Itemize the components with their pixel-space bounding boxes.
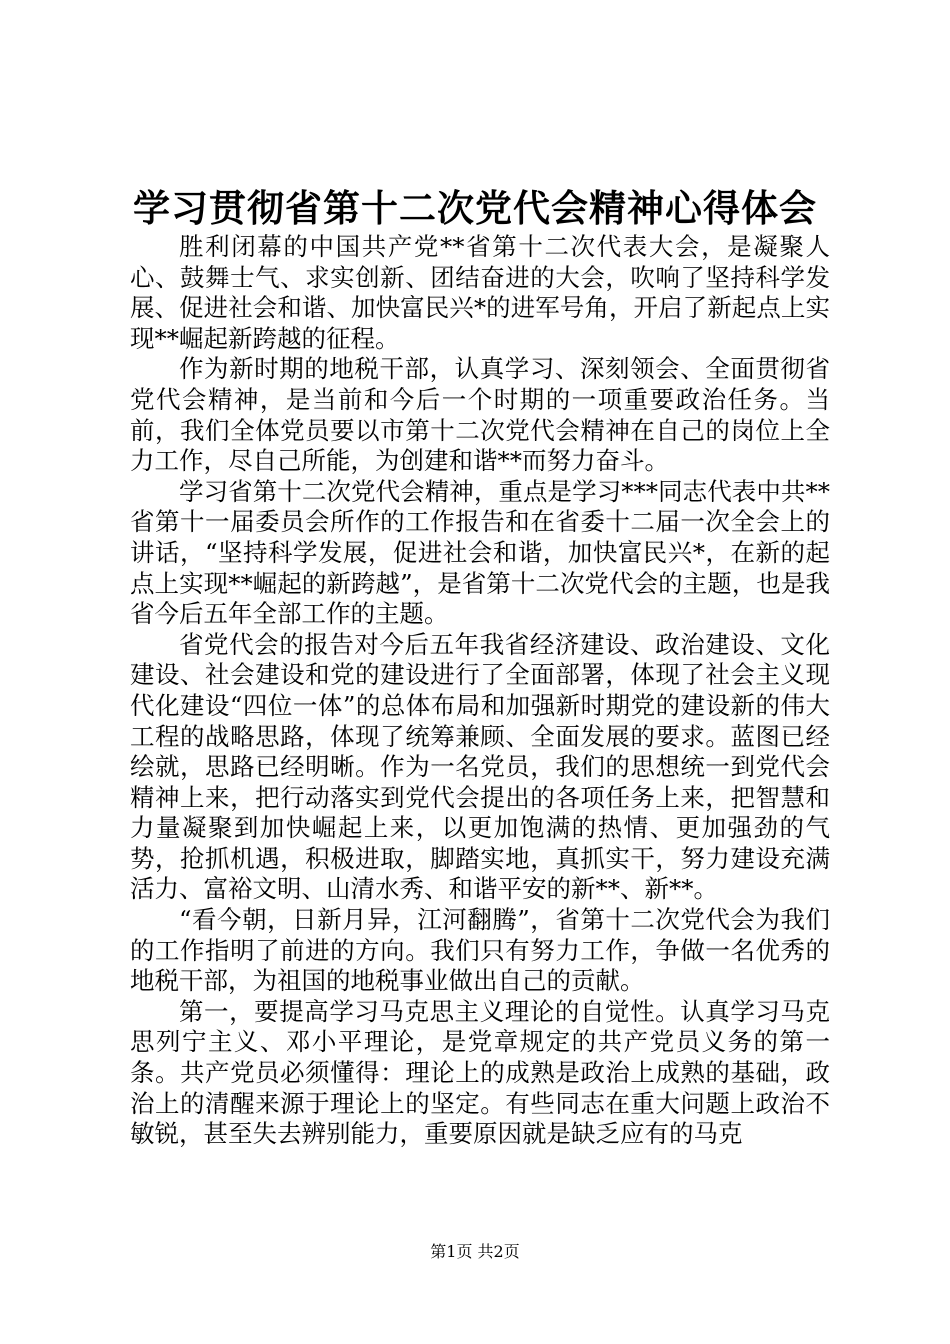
paragraph: 胜利闭幕的中国共产党**省第十二次代表大会，是凝聚人心、鼓舞士气、求实创新、团结奋进的大会，吹响了坚持科学发展、促进社会和谐、加快富民兴*的进军号角，开启了新起点上实现**崛起新跨越的征程。 (130, 232, 830, 353)
paragraph: “看今朝，日新月异，江河翻腾”，省第十二次党代会为我们的工作指明了前进的方向。我们只有努力工作，争做一名优秀的地税干部，为祖国的地税事业做出自己的贡献。 (130, 905, 830, 996)
document-body (130, 232, 830, 1150)
paragraph: 学习省第十二次党代会精神，重点是学习***同志代表中共**省第十一届委员会所作的工作报告和在省委十二届一次全会上的讲话，“坚持科学发展，促进社会和谐，加快富民兴*，在新的起点上实现**崛起的新跨越”，是省第十二次党代会的主题，也是我省今后五年全部工作的主题。 (130, 476, 830, 629)
paragraph: 第一，要提高学习马克思主义理论的自觉性。认真学习马克思列宁主义、邓小平理论，是党章规定的共产党员义务的第一条。共产党员必须懂得：理论上的成熟是政治上成熟的基础，政治上的清醒来源于理论上的坚定。有些同志在重大问题上政治不敏锐，甚至失去辨别能力，重要原因就是缺乏应有的马克 (130, 996, 830, 1149)
page-number-footer: 第1页 共2页 (430, 1242, 520, 1261)
paragraph: 省党代会的报告对今后五年我省经济建设、政治建设、文化建设、社会建设和党的建设进行了全面部署，体现了社会主义现代化建设“四位一体”的总体布局和加强新时期党的建设新的伟大工程的战略思路，体现了统筹兼顾、全面发展的要求。蓝图已经绘就，思路已经明晰。作为一名党员，我们的思想统一到党代会精神上来，把行动落实到党代会提出的各项任务上来，把智慧和力量凝聚到加快崛起上来，以更加饱满的热情、更加强劲的气势，抢抓机遇，积极进取，脚踏实地，真抓实干，努力建设充满活力、富裕文明、山清水秀、和谐平安的新**、新**。 (130, 629, 830, 904)
paragraph: 作为新时期的地税干部，认真学习、深刻领会、全面贯彻省党代会精神，是当前和今后一个时期的一项重要政治任务。当前，我们全体党员要以市第十二次党代会精神在自己的岗位上全力工作，尽自己所能，为创建和谐**而努力奋斗。 (130, 354, 830, 476)
document-title: 学习贯彻省第十二次党代会精神心得体会 (133, 186, 817, 230)
